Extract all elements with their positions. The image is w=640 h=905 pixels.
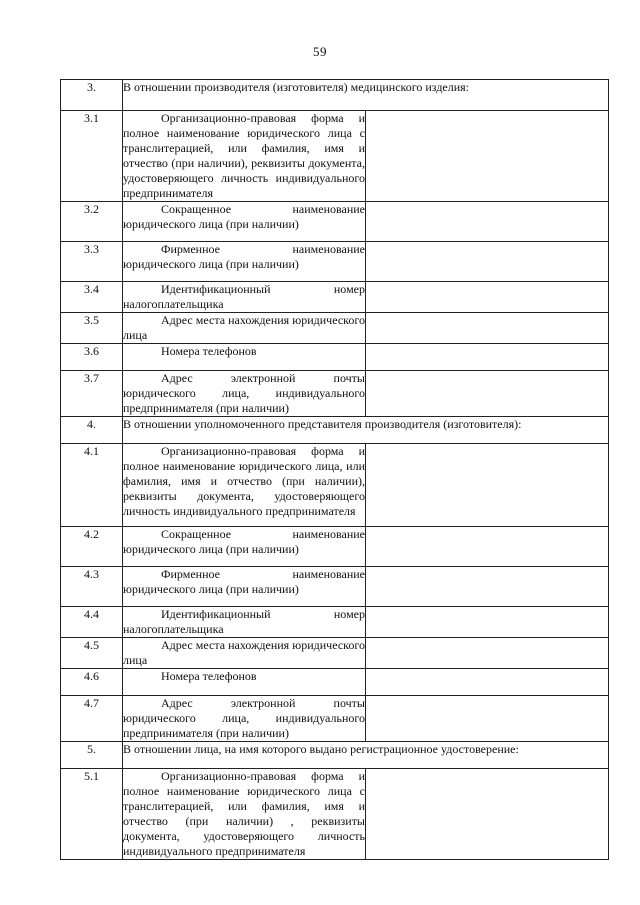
field-description: Идентификационный номер налогоплательщика [123, 282, 365, 311]
field-description: Адрес электронной почты юридического лица, индивидуального предпринимателя (при наличии) [123, 371, 365, 415]
field-value-cell[interactable] [366, 527, 609, 567]
field-description: Фирменное наименование юридического лица (при наличии) [123, 242, 366, 282]
field-value-cell[interactable] [366, 313, 609, 344]
field-description: Сокращенное наименование юридического лица (при наличии) [123, 202, 366, 242]
section-row [61, 417, 609, 444]
table-row [61, 669, 609, 696]
registration-form-table [60, 79, 609, 860]
field-value-cell[interactable] [366, 202, 609, 242]
item-number: 4.1 [61, 444, 123, 527]
table-row [61, 242, 609, 282]
item-number: 3.3 [61, 242, 123, 282]
table-row [61, 527, 609, 567]
field-description: Идентификационный номер налогоплательщика [123, 607, 365, 636]
item-number: 3.4 [61, 282, 123, 313]
item-number: 3.7 [61, 371, 123, 417]
item-number: 4.4 [61, 607, 123, 638]
field-description: Адрес места нахождения юридического лица [123, 638, 365, 667]
table-row [61, 313, 609, 344]
field-description: Адрес места нахождения юридического лица [123, 313, 365, 342]
field-description: Сокращенное наименование юридического лица (при наличии) [123, 527, 366, 567]
field-value-cell[interactable] [366, 371, 609, 417]
item-number: 4.3 [61, 567, 123, 607]
table-row [61, 444, 609, 527]
table-row [61, 607, 609, 638]
table-row [61, 696, 609, 742]
field-description: Фирменное наименование юридического лица (при наличии) [123, 567, 366, 607]
section-row [61, 742, 609, 769]
section-title: В отношении уполномоченного представителя производителя (изготовителя): [123, 417, 609, 444]
item-number: 4.7 [61, 696, 123, 742]
table-row [61, 638, 609, 669]
field-value-cell[interactable] [366, 242, 609, 282]
field-description: Организационно-правовая форма и полное наименование юридического лица с транслитерацией, или фамилия, имя и отчество (при наличии), реквизиты документа, удостоверяющего личность индивидуального предпринимателя [123, 111, 365, 200]
item-number: 4.6 [61, 669, 123, 696]
table-row [61, 111, 609, 202]
item-number: 3. [61, 80, 123, 111]
item-number: 3.1 [61, 111, 123, 202]
section-title: В отношении производителя (изготовителя) медицинского изделия: [123, 80, 609, 111]
table-row [61, 344, 609, 371]
field-value-cell[interactable] [366, 444, 609, 527]
field-description: Номера телефонов [123, 669, 366, 696]
field-value-cell[interactable] [366, 567, 609, 607]
section-title: В отношении лица, на имя которого выдано регистрационное удостоверение: [123, 742, 609, 769]
field-description: Адрес электронной почты юридического лица, индивидуального предпринимателя (при наличии) [123, 696, 365, 740]
item-number: 3.2 [61, 202, 123, 242]
item-number: 3.5 [61, 313, 123, 344]
item-number: 5.1 [61, 769, 123, 860]
page-number: 59 [313, 44, 327, 59]
item-number: 5. [61, 742, 123, 769]
table-row [61, 371, 609, 417]
item-number: 3.6 [61, 344, 123, 371]
item-number: 4. [61, 417, 123, 444]
item-number: 4.2 [61, 527, 123, 567]
field-value-cell[interactable] [366, 638, 609, 669]
table-row [61, 202, 609, 242]
section-row [61, 80, 609, 111]
field-value-cell[interactable] [366, 282, 609, 313]
item-number: 4.5 [61, 638, 123, 669]
form-table-body [61, 80, 609, 860]
table-row [61, 282, 609, 313]
field-value-cell[interactable] [366, 344, 609, 371]
table-row [61, 567, 609, 607]
field-value-cell[interactable] [366, 111, 609, 202]
field-value-cell[interactable] [366, 669, 609, 696]
field-description: Номера телефонов [123, 344, 366, 371]
table-row [61, 769, 609, 860]
field-value-cell[interactable] [366, 607, 609, 638]
field-description: Организационно-правовая форма и полное наименование юридического лица, или фамилия, имя и отчество (при наличии), реквизиты документа, удостоверяющего личность индивидуального предпринимателя [123, 444, 366, 527]
field-value-cell[interactable] [366, 769, 609, 860]
field-value-cell[interactable] [366, 696, 609, 742]
field-description: Организационно-правовая форма и полное наименование юридического лица с транслитерацией, или фамилия, имя и отчество (при наличии) , реквизиты документа, удостоверяющего личность индивидуального предпринимателя [123, 769, 365, 858]
